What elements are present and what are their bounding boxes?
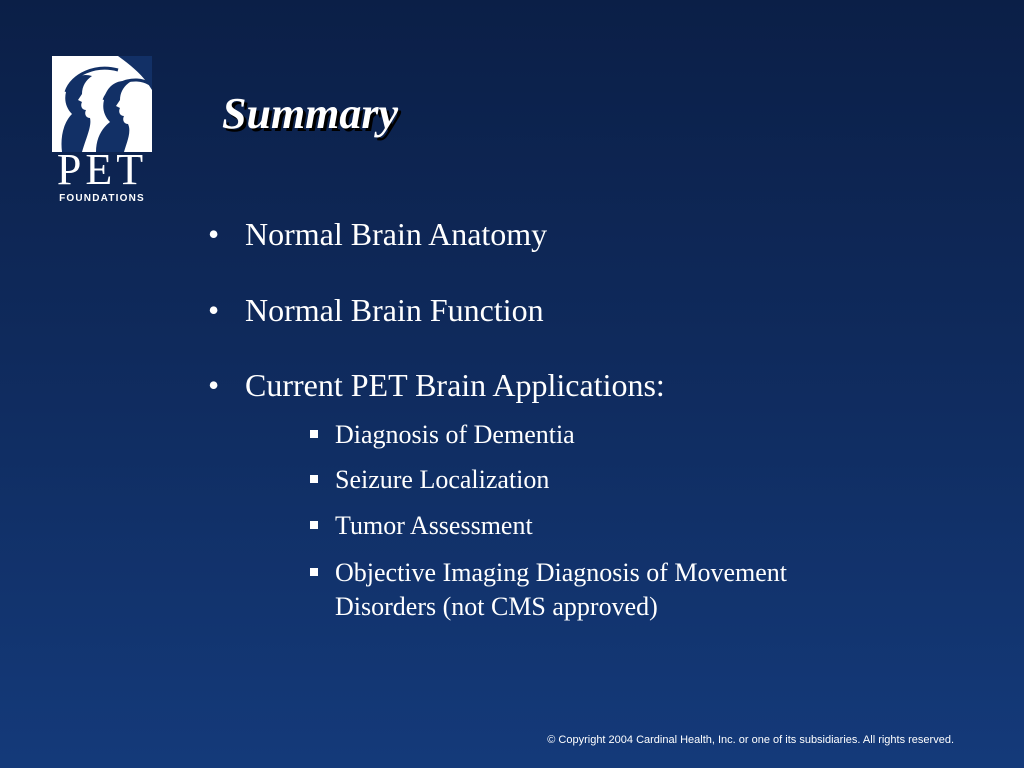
square-bullet-icon	[310, 568, 318, 576]
sub-bullet-text: Seizure Localization	[335, 465, 550, 494]
bullet-dot-icon: •	[208, 367, 220, 403]
bullet-dot-icon: •	[208, 216, 220, 252]
sub-bullet-item	[310, 509, 870, 543]
bullet-item	[208, 214, 547, 254]
sub-bullet-item	[310, 463, 870, 497]
bullet-item	[208, 290, 544, 330]
square-bullet-icon	[310, 521, 318, 529]
slide-title: Summary	[222, 89, 399, 138]
sub-bullet-text: Diagnosis of Dementia	[335, 420, 575, 449]
copyright-notice: © Copyright 2004 Cardinal Health, Inc. or one of its subsidiaries. All rights reserved.	[547, 734, 954, 746]
bullet-text: Normal Brain Function	[245, 292, 544, 328]
bullet-item	[208, 365, 665, 405]
logo-tagline: FOUNDATIONS	[59, 193, 145, 204]
bullet-text: Current PET Brain Applications:	[245, 367, 665, 403]
sub-bullet-item	[310, 556, 850, 624]
bullet-dot-icon: •	[208, 292, 220, 328]
square-bullet-icon	[310, 430, 318, 438]
logo-wordmark: PET	[56, 145, 148, 194]
sub-bullet-text: Objective Imaging Diagnosis of Movement Disorders (not CMS approved)	[335, 558, 788, 621]
square-bullet-icon	[310, 475, 318, 483]
sub-bullet-text: Tumor Assessment	[335, 511, 533, 540]
sub-bullet-item	[310, 418, 870, 452]
bullet-text: Normal Brain Anatomy	[245, 216, 548, 252]
